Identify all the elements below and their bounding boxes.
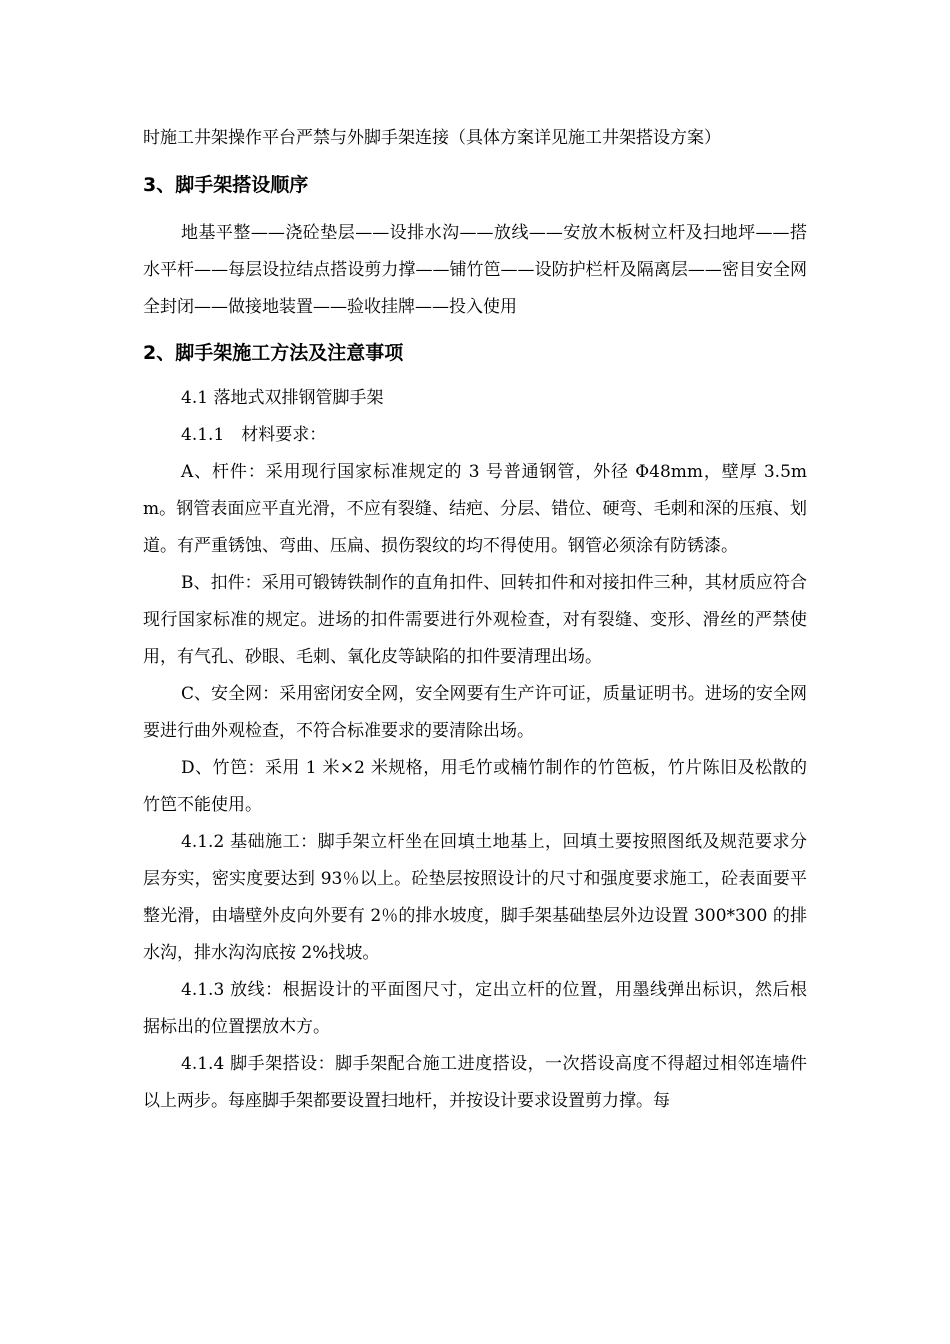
construction-sequence-paragraph: 地基平整——浇砼垫层——设排水沟——放线——安放木板树立杆及扫地坪——搭水平杆——每层设拉结点搭设剪力撑——铺竹笆——设防护栏杆及隔离层——密目安全网全封闭——做接地装置——验收挂牌——投入使用 — [143, 223, 807, 317]
intro-paragraph: 时施工井架操作平台严禁与外脚手架连接（具体方案详见施工井架搭设方案） — [143, 128, 721, 148]
paragraph-4-1-3-layout: 4.1.3 放线：根据设计的平面图尺寸，定出立杆的位置，用墨线弹出标识，然后根据标出的位置摆放木方。 — [143, 980, 807, 1037]
paragraph-4-1-4-erection: 4.1.4 脚手架搭设：脚手架配合施工进度搭设，一次搭设高度不得超过相邻连墙件以上两步。每座脚手架都要设置扫地杆，并按设计要求设置剪力撑。每 — [143, 1054, 807, 1111]
item-d-bamboo-mat: D、竹笆：采用 1 米×2 米规格，用毛竹或楠竹制作的竹笆板，竹片陈旧及松散的竹笆不能使用。 — [143, 758, 807, 815]
item-b-fastener: B、扣件：采用可锻铸铁制作的直角扣件、回转扣件和对接扣件三种，其材质应符合现行国家标准的规定。进场的扣件需要进行外观检查，对有裂缝、变形、滑丝的严禁使用，有气孔、砂眼、毛刺、氧化皮等缺陷的扣件要清理出场。 — [143, 573, 807, 667]
subsection-4-1-1-title: 4.1.1 材料要求： — [181, 425, 327, 445]
section-3-heading: 3、脚手架搭设顺序 — [143, 174, 309, 196]
paragraph-4-1-2-foundation: 4.1.2 基础施工：脚手架立杆坐在回填土地基上，回填土要按照图纸及规范要求分层夯实，密实度要达到 93％以上。砼垫层按照设计的尺寸和强度要求施工，砼表面要平整光滑，由墙壁外皮向外要有 2％的排水坡度，脚手架基础垫层外边设置 300*300 的排水沟，排水沟沟底按 2%找坡。 — [143, 832, 807, 963]
document-body — [143, 120, 807, 1120]
item-c-safety-net: C、安全网：采用密闭安全网，安全网要有生产许可证，质量证明书。进场的安全网要进行曲外观检查，不符合标准要求的要清除出场。 — [143, 684, 807, 741]
subsection-4-1-title: 4.1 落地式双排钢管脚手架 — [181, 388, 384, 408]
item-a-steel-pipe: A、杆件：采用现行国家标准规定的 3 号普通钢管，外径 Φ48mm，壁厚 3.5mm。钢管表面应平直光滑，不应有裂缝、结疤、分层、错位、硬弯、毛刺和深的压痕、划道。有严重锈蚀、弯曲、压扁、损伤裂纹的均不得使用。钢管必须涂有防锈漆。 — [143, 462, 807, 556]
section-2-heading: 2、脚手架施工方法及注意事项 — [143, 342, 404, 364]
